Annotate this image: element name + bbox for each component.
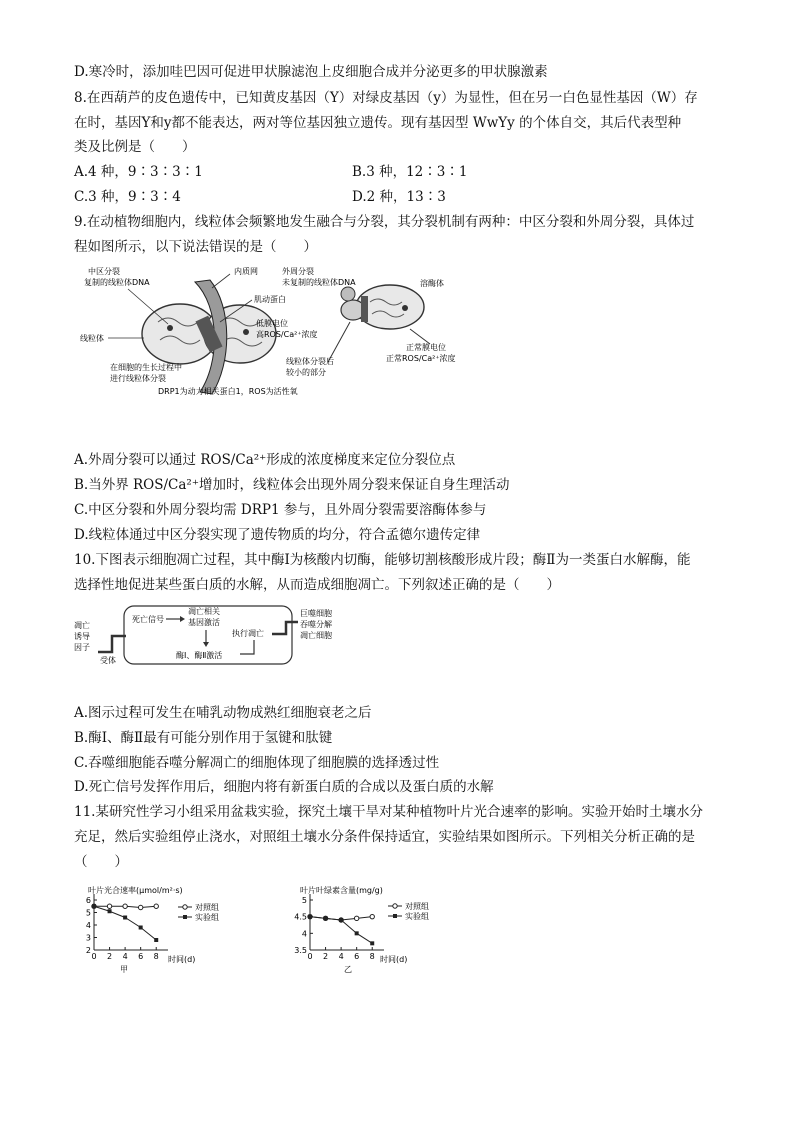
q9-stem-line2: 程如图所示，以下说法错误的是（ ） — [74, 239, 317, 255]
q11-stem-line3: （ ） — [74, 854, 128, 870]
fig9-high-ros: 高ROS/Ca²⁺浓度 — [256, 330, 318, 339]
y-tick-label: 6 — [85, 896, 91, 905]
fig9-normal-ros: 正常ROS/Ca²⁺浓度 — [386, 354, 456, 363]
y-tick-label: 5 — [85, 908, 91, 918]
x-tick-label: 0 — [307, 952, 313, 961]
q8-stem-line2: 在时，基因Y和y都不能表达，两对等位基因独立遗传。现有基因型 WwYy 的个体自交，其后代表型种 — [74, 115, 682, 131]
data-point-control — [154, 904, 158, 908]
lysosome-shape — [341, 287, 355, 301]
fig9-actin-label: 肌动蛋白 — [254, 295, 286, 304]
x-tick-label: 8 — [153, 952, 159, 961]
chart-jia — [68, 882, 283, 974]
q9-option-c: C.中区分裂和外周分裂均需 DRP1 参与，且外周分裂需要溶酶体参与 — [74, 502, 487, 518]
fig10-execute: 执行凋亡 — [232, 629, 264, 638]
fig9-right-title2: 未复制的线粒体DNA — [282, 278, 356, 287]
chart-yi-legend-ctrl: 对照组 — [405, 902, 429, 911]
fig10-genes-line2: 基因激活 — [188, 618, 220, 627]
q10-option-a: A.图示过程可发生在哺乳动物成熟红细胞衰老之后 — [74, 705, 372, 721]
q10-stem-line2: 选择性地促进某些蛋白质的水解，从而造成细胞凋亡。下列叙述正确的是（ ） — [74, 577, 560, 593]
mtdna-dot — [243, 329, 249, 335]
fig10-inducer-line1: 凋亡 — [74, 621, 90, 630]
arrow-line — [328, 322, 350, 362]
arrow-head — [203, 642, 209, 647]
data-point-experiment — [154, 938, 158, 942]
q9-option-b: B.当外界 ROS/Ca²⁺增加时，线粒体会出现外周分裂来保证自身生理活动 — [74, 477, 510, 493]
fig9-left-title1: 中区分裂 — [88, 267, 120, 276]
q10-option-c: C.吞噬细胞能吞噬分解凋亡的细胞体现了细胞膜的选择透过性 — [74, 755, 440, 771]
q8-stem-line3: 类及比例是（ ） — [74, 139, 196, 155]
data-point-experiment — [355, 931, 359, 935]
chart-yi-legend-exp: 实验组 — [405, 912, 429, 921]
x-tick-label: 4 — [338, 952, 344, 961]
data-point-control — [123, 904, 127, 908]
series-line-experiment — [94, 906, 156, 940]
fig10-death-signal: 死亡信号 — [132, 615, 164, 624]
drp1-ring-shape — [361, 296, 368, 322]
data-point-control — [107, 904, 111, 908]
q10-stem-line1: 10.下图表示细胞凋亡过程，其中酶Ⅰ为核酸内切酶，能够切割核酸形成片段；酶Ⅱ为一类蛋白水解酶，能 — [74, 552, 691, 568]
y-tick-label: 4.5 — [294, 912, 307, 922]
fig9-growth-line1: 在细胞的生长过程中 — [110, 363, 182, 372]
fig10-inducer-line3: 因子 — [74, 643, 90, 652]
fig9-caption: DRP1为动力相关蛋白1，ROS为活性氧 — [158, 387, 298, 396]
data-point-experiment — [123, 916, 127, 920]
arrow-line — [240, 640, 254, 654]
chart-jia-legend-exp: 实验组 — [195, 913, 219, 922]
fig10-out-line1: 巨噬细胞 — [300, 609, 332, 618]
fig9-normal-potential: 正常膜电位 — [406, 343, 446, 352]
mitochondria-fission-figure — [70, 262, 530, 402]
data-point-experiment — [308, 915, 312, 919]
chart-yi-ylabel: 叶片叶绿素含量(mg/g) — [300, 886, 383, 895]
y-tick-label: 3.5 — [294, 946, 307, 955]
mtdna-dot — [167, 325, 173, 331]
fig10-genes-line1: 凋亡相关 — [188, 607, 220, 616]
apoptosis-flow-figure — [72, 600, 372, 672]
x-tick-label: 4 — [122, 952, 128, 961]
q8-option-a: A.4 种，9∶3∶3∶1 — [74, 164, 203, 180]
arrow-line — [410, 329, 430, 344]
fig9-small-part-line2: 较小的部分 — [286, 368, 326, 377]
arrow-head — [180, 616, 185, 622]
mtdna-dot — [402, 305, 408, 311]
fig9-er-label: 内质网 — [234, 267, 258, 276]
data-point-control — [370, 914, 374, 918]
fig9-lysosome-label: 溶酶体 — [420, 279, 444, 288]
data-point-experiment — [139, 926, 143, 930]
fig9-small-part-line1: 线粒体分裂后 — [286, 357, 334, 366]
fig9-growth-line2: 进行线粒体分裂 — [110, 374, 166, 383]
x-tick-label: 2 — [107, 952, 113, 961]
y-tick-label: 5 — [301, 896, 307, 905]
data-point-experiment — [108, 909, 112, 913]
x-tick-label: 8 — [369, 952, 375, 961]
q11-stem-line1: 11.某研究性学习小组采用盆栽实验，探究土壤干旱对某种植物叶片光合速率的影响。实验开始时土壤水分 — [74, 804, 703, 820]
q10-option-b: B.酶Ⅰ、酶Ⅱ最有可能分别作用于氢键和肽键 — [74, 730, 333, 746]
data-point-experiment — [339, 918, 343, 922]
data-point-experiment — [370, 941, 374, 945]
q11-stem-line2: 充足，然后实验组停止浇水，对照组土壤水分条件保持适宜，实验结果如图所示。下列相关分析正确的是 — [74, 829, 695, 845]
q8-option-c: C.3 种，9∶3∶4 — [74, 189, 181, 205]
q9-option-d: D.线粒体通过中区分裂实现了遗传物质的均分，符合孟德尔遗传定律 — [74, 527, 481, 543]
q8-option-d: D.2 种，13∶3 — [352, 189, 446, 205]
fig10-receptor-label: 受体 — [100, 656, 116, 665]
exit-arrow — [272, 622, 298, 634]
x-tick-label: 6 — [354, 952, 360, 961]
data-point-experiment — [324, 916, 328, 920]
y-tick-label: 4 — [301, 929, 307, 939]
fig9-low-potential: 低膜电位 — [256, 319, 288, 328]
data-point-experiment — [92, 904, 96, 908]
chart-jia-title: 甲 — [120, 965, 128, 974]
chart-yi-legend — [388, 901, 429, 921]
chart-jia-xlabel: 时间(d) — [168, 955, 196, 964]
chart-yi-xlabel: 时间(d) — [380, 955, 408, 964]
fig9-right-title1: 外周分裂 — [282, 267, 314, 276]
fig10-inducer-line2: 诱导 — [74, 632, 90, 641]
q10-option-d: D.死亡信号发挥作用后，细胞内将有新蛋白质的合成以及蛋白质的水解 — [74, 779, 494, 795]
x-tick-label: 6 — [138, 952, 144, 961]
data-point-control — [138, 905, 142, 909]
y-tick-label: 2 — [85, 946, 91, 955]
q8-option-b: B.3 种，12∶3∶1 — [352, 164, 468, 180]
x-tick-label: 2 — [323, 952, 329, 961]
chart-jia-ylabel: 叶片光合速率(μmol/m²·s) — [88, 886, 183, 895]
chart-yi-title: 乙 — [344, 965, 352, 974]
chart-jia-legend — [178, 902, 219, 922]
data-point-control — [354, 916, 358, 920]
y-tick-label: 3 — [85, 933, 91, 943]
q9-stem-line1: 9.在动植物细胞内，线粒体会频繁地发生融合与分裂，其分裂机制有两种：中区分裂和外周分裂，具体过 — [74, 214, 695, 230]
chart-jia-legend-ctrl: 对照组 — [195, 903, 219, 912]
q7-option-d: D.寒冷时，添加哇巴因可促进甲状腺滤泡上皮细胞合成并分泌更多的甲状腺激素 — [74, 64, 548, 80]
receptor-arrow — [98, 636, 126, 652]
label-pointer — [212, 274, 230, 288]
y-tick-label: 4 — [85, 921, 91, 930]
chart-yi — [288, 882, 448, 974]
q9-option-a: A.外周分裂可以通过 ROS/Ca²⁺形成的浓度梯度来定位分裂位点 — [74, 452, 456, 468]
fig9-left-title2: 复制的线粒体DNA — [84, 278, 150, 287]
x-tick-label: 0 — [91, 952, 97, 961]
fig9-mito-label: 线粒体 — [80, 334, 104, 343]
fig10-enzymes: 酶Ⅰ、酶Ⅱ激活 — [176, 651, 223, 660]
fig10-out-line2: 吞噬分解 — [300, 620, 332, 629]
fig10-out-line3: 凋亡细胞 — [300, 631, 332, 640]
q8-stem-line1: 8.在西葫芦的皮色遗传中，已知黄皮基因（Y）对绿皮基因（y）为显性，但在另一白色显性基因（W）存 — [74, 90, 698, 106]
